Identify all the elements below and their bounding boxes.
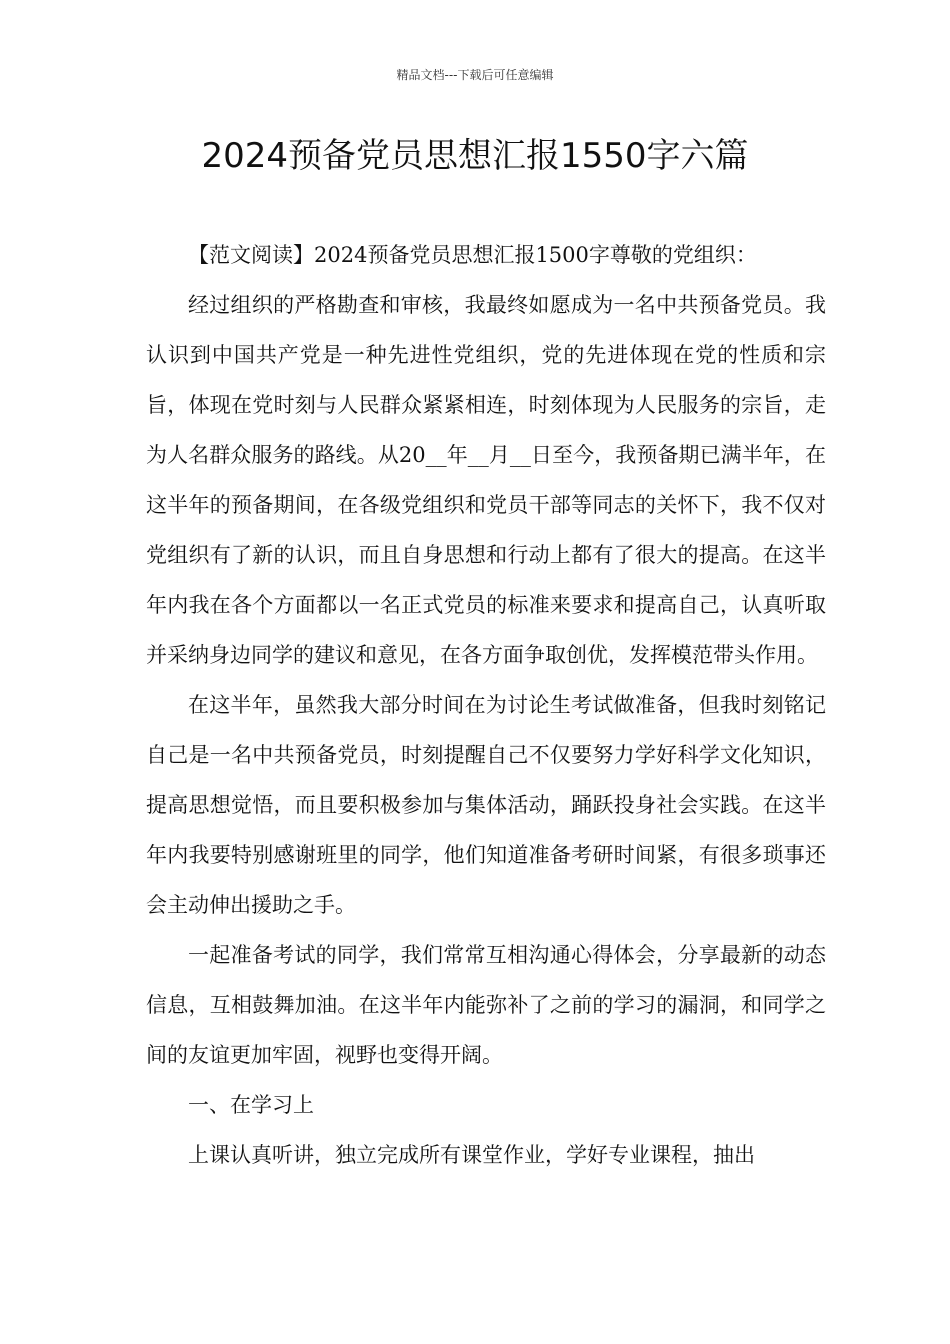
header-note: 精品文档---下载后可任意编辑 [396,68,554,82]
paragraph: 经过组织的严格勘查和审核，我最终如愿成为一名中共预备党员。我认识到中国共产党是一种先进性党组织，党的先进体现在党的性质和宗旨，体现在党时刻与人民群众紧紧相连，时刻体现为人民服务的宗旨，走为人名群众服务的路线。从20__年__月__日至今，我预备期已满半年，在这半年的预备期间，在各级党组织和党员干部等同志的关怀下，我不仅对党组织有了新的认识，而且自身思想和行动上都有了很大的提高。在这半年内我在各个方面都以一名正式党员的标准来要求和提高自己，认真听取并采纳身边同学的建议和意见，在各方面争取创优，发挥模范带头作用。 [146,293,826,667]
document-body [146,230,826,1180]
paragraph-intro: 【范文阅读】2024预备党员思想汇报1500字尊敬的党组织： [188,243,757,267]
paragraph: 一起准备考试的同学，我们常常互相沟通心得体会，分享最新的动态信息，互相鼓舞加油。在这半年内能弥补了之前的学习的漏洞，和同学之间的友谊更加牢固，视野也变得开阔。 [146,943,826,1067]
document-title: 2024预备党员思想汇报1550字六篇 [201,136,749,176]
paragraph: 在这半年，虽然我大部分时间在为讨论生考试做准备，但我时刻铭记自己是一名中共预备党员，时刻提醒自己不仅要努力学好科学文化知识，提高思想觉悟，而且要积极参加与集体活动，踊跃投身社会实践。在这半年内我要特别感谢班里的同学，他们知道准备考研时间紧，有很多琐事还会主动伸出援助之手。 [146,693,826,917]
paragraph: 上课认真听讲，独立完成所有课堂作业，学好专业课程，抽出 [188,1143,755,1167]
section-heading: 一、在学习上 [188,1093,314,1117]
